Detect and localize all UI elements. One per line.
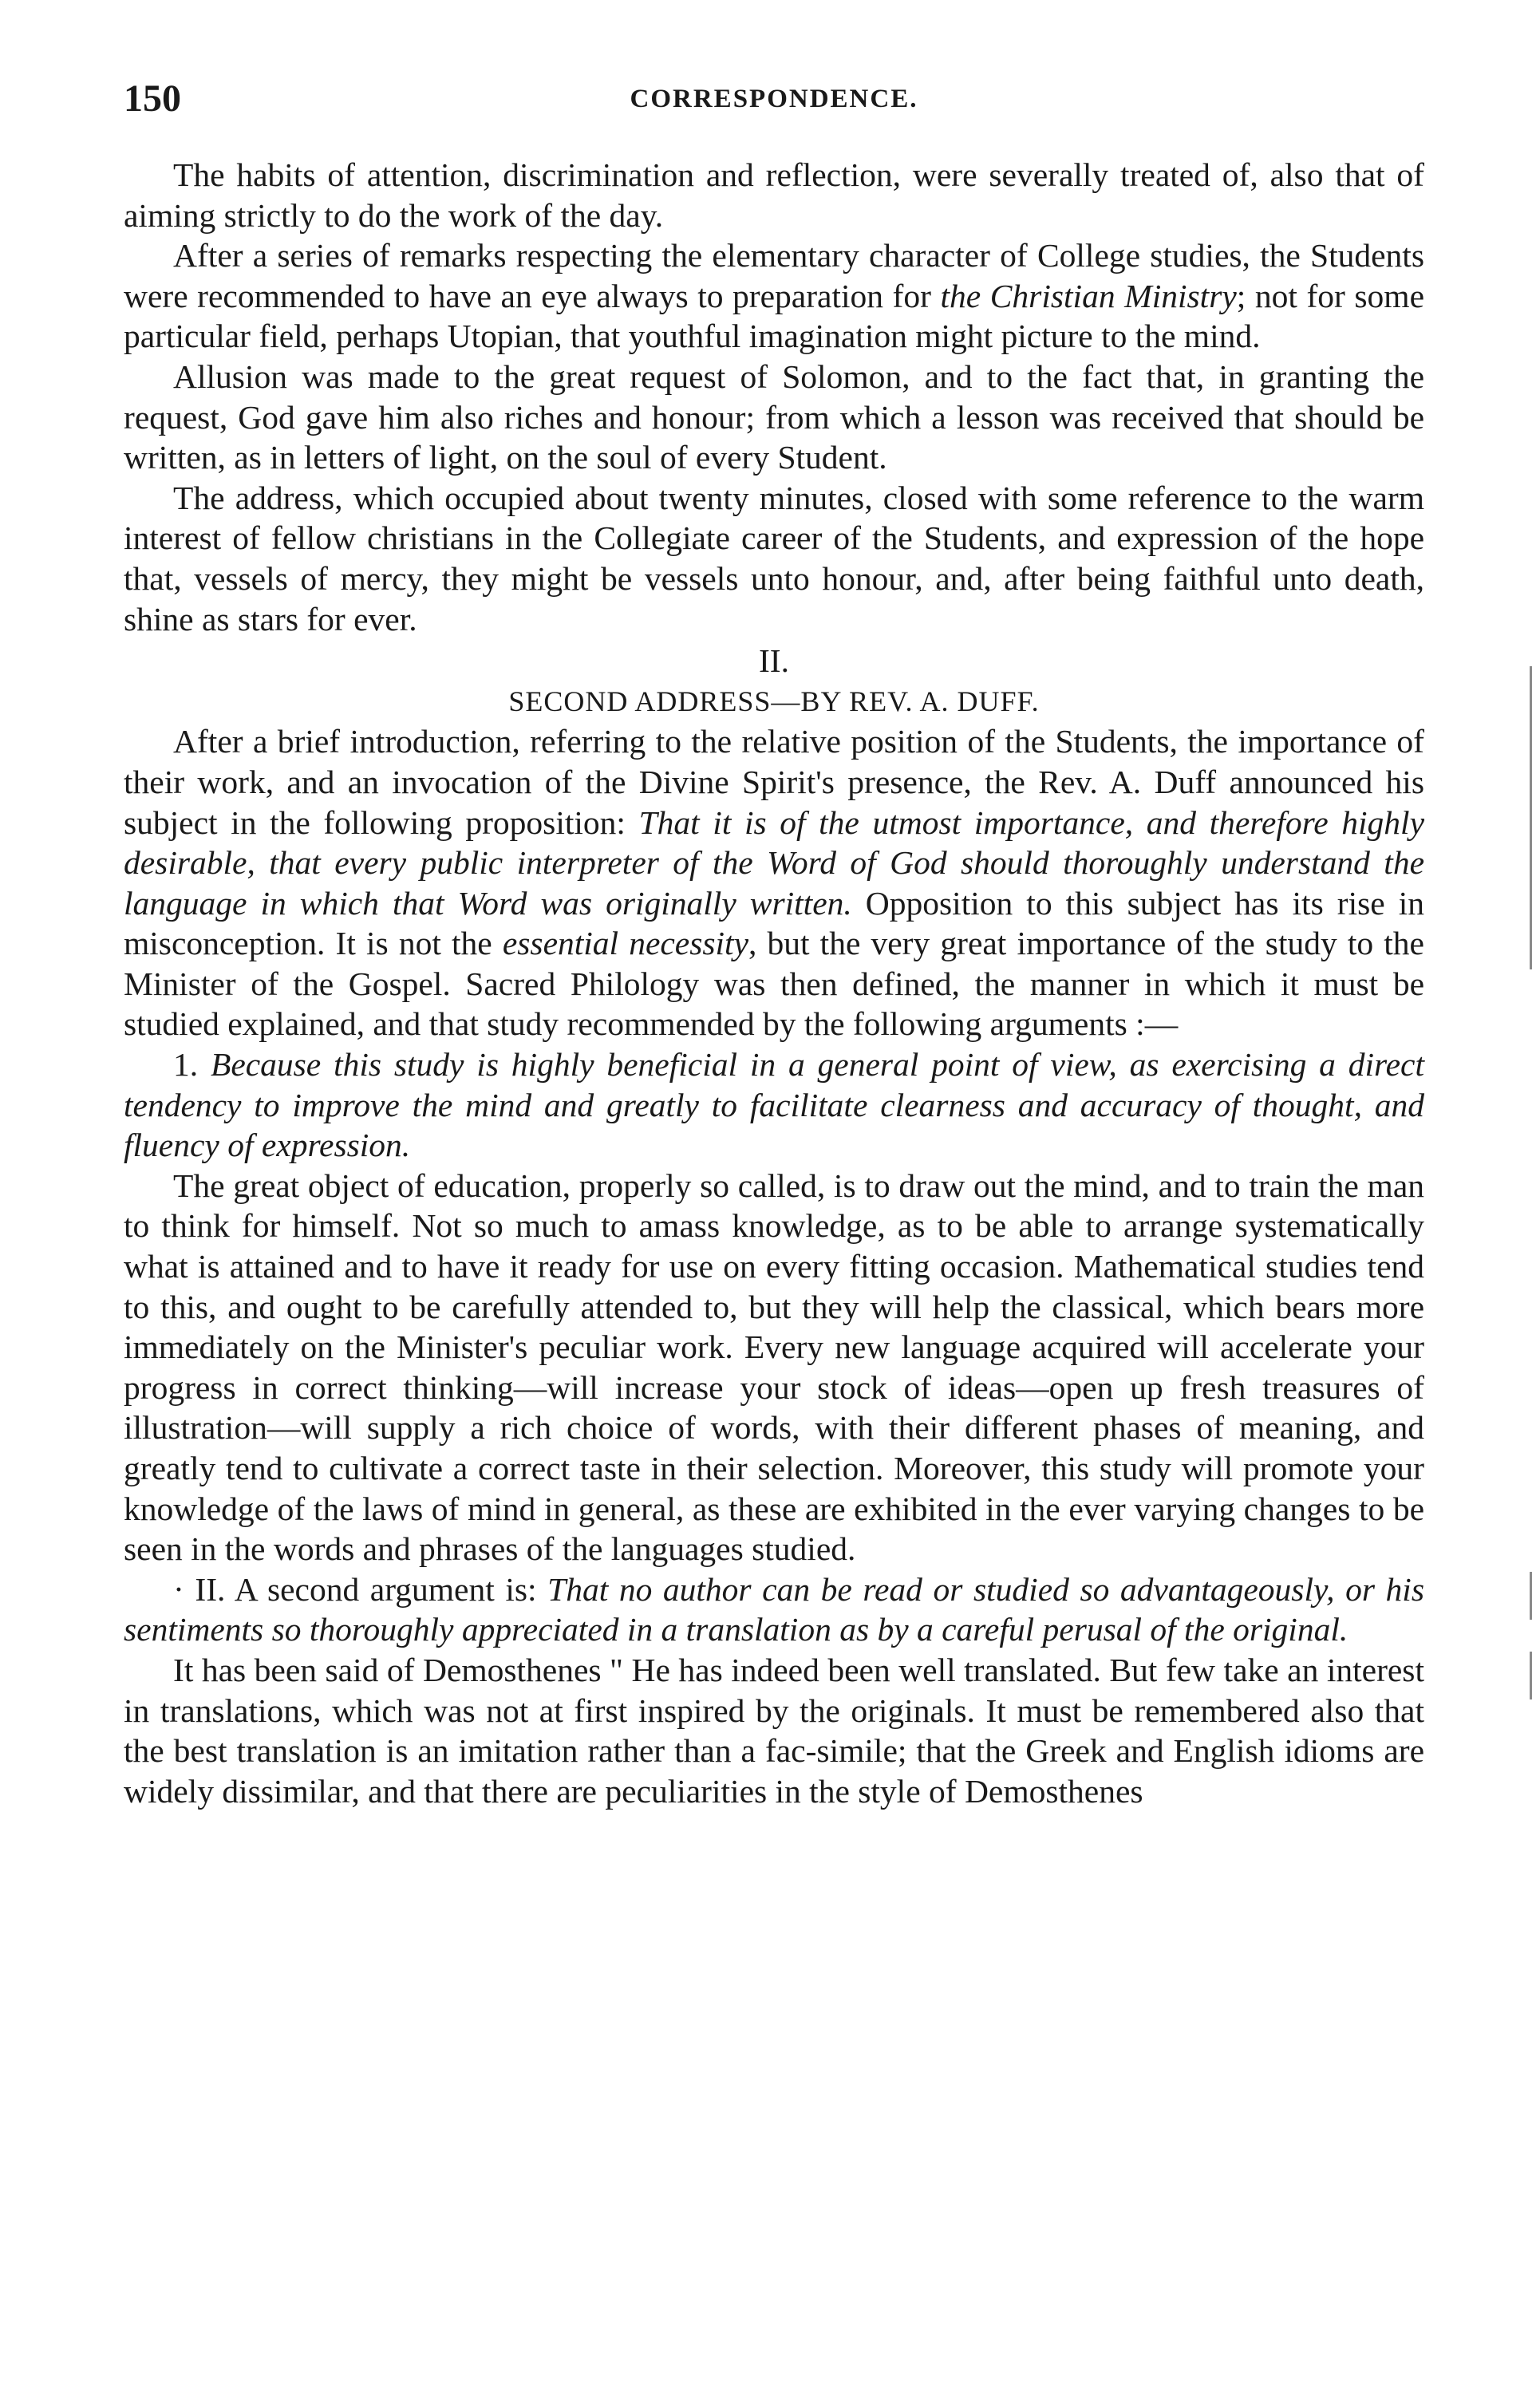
italic-phrase: the Christian Ministry [940,277,1237,314]
argument-lead: · II. A second argument is: [173,1570,548,1608]
page-header [124,77,1424,132]
paragraph [124,235,1424,357]
paragraph: It has been said of Demosthenes " He has indeed been well translated. But few take an interest in translations, which was not at first inspired by the originals. It must be remembered also that the best translation is an imitation rather than a fac-simile; that the Greek and English idioms are widely dissimilar, and that there are peculiarities in the style of Demosthenes [124,1651,1424,1810]
italic-phrase: essential necessity [502,925,748,962]
paragraph-text: After a brief introduction, referring to the relative position of the Students, the importance of their work, and an invocation of the Divine Spirit's presence, the Rev. A. Duff announced his subject in the following proposition: [124,723,1424,841]
paragraph: The habits of attention, discrimination and reflection, were severally treated of, also that of aiming strictly to do the work of the day. [124,156,1424,234]
argument-one [124,1044,1424,1166]
paragraph: Allusion was made to the great request of Solomon, and to the fact that, in granting the request, God gave him also riches and honour; from which a lesson was received that should be written, as in letters of light, on the soul of every Student. [124,357,1424,476]
paragraph [124,721,1424,1044]
margin-rule [1530,1652,1532,1699]
proposition: That it is of the utmost importance, and therefore highly desirable, that every public interpreter of the Word of God should thoroughly understand the language in which that Word was originally written. [124,803,1424,922]
running-head: CORRESPONDENCE. [630,85,918,113]
argument-two [124,1569,1424,1650]
paragraph-text: After a series of remarks respecting the elementary character of College studies, the Students were recommended to have an eye always to preparation for [124,237,1424,314]
paragraph: The address, which occupied about twenty minutes, closed with some reference to the warm interest of fellow christians in the Collegiate career of the Students, and expression of the hope that, vessels of mercy, they might be vessels unto honour, and, after being faithful unto death, shine as stars for ever. [124,479,1424,638]
body-text [124,155,1424,1811]
section-numeral: II. [758,642,789,680]
paragraph-text: Opposition to this subject has its rise in misconception. It is not the [124,884,1425,962]
margin-rule [1530,666,1532,969]
margin-rule [1530,1572,1532,1620]
paragraph-text: , but the very great importance of the study to the Minister of the Gospel. Sacred Philology was then defined, the manner in which it must be studied explained, and that study recommended by the following arguments :— [124,925,1424,1043]
section-title: SECOND ADDRESS—BY REV. A. DUFF. [508,685,1040,717]
argument-text: That no author can be read or studied so advantageously, or his sentiments so thoroughly appreciated in a translation as by a careful perusal of the original. [124,1570,1424,1648]
page-number: 150 [124,77,181,120]
argument-text: Because this study is highly beneficial in a general point of view, as exercising a direct tendency to improve the mind and greatly to facilitate clearness and accuracy of thought, and fluency of expression. [124,1046,1424,1164]
argument-number: 1. [173,1046,211,1084]
paragraph: The great object of education, properly so called, is to draw out the mind, and to train the man to think for himself. Not so much to amass knowledge, as to be able to arrange systematically what is attained and to have it ready for use on every fitting occasion. Mathematical studies tend to this, and ought to be carefully attended to, but they will help the classical, which bears more immediately on the Minister's peculiar work. Every new language acquired will accelerate your progress in correct thinking—will increase your stock of ideas—open up fresh treasures of illustration—will supply a rich choice of words, with their different phases of meaning, and greatly tend to cultivate a correct taste in their selection. Moreover, this study will promote your knowledge of the laws of mind in general, as these are exhibited in the ever varying changes to be seen in the words and phrases of the languages studied. [124,1166,1424,1568]
paragraph-text: ; not for some particular field, perhaps Utopian, that youthful imagination might picture to the mind. [124,277,1424,355]
